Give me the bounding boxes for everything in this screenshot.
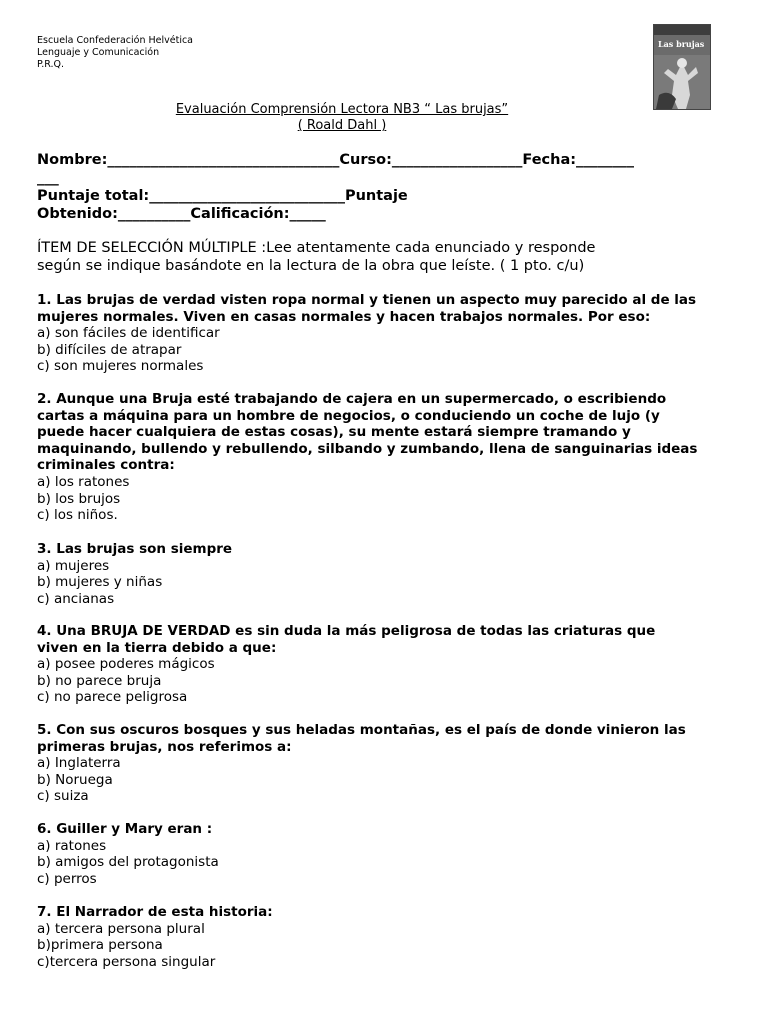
answer-option: a) mujeres: [37, 557, 110, 574]
total-score-line: Puntaje total:___________________________Puntaje: [37, 188, 408, 204]
subject-name: Lenguaje y Comunicación: [37, 47, 160, 58]
exam-author: ( Roald Dahl ): [297, 118, 387, 133]
instructions-line-1: ÍTEM DE SELECCIÓN MÚLTIPLE :Lee atentamente cada enunciado y responde: [37, 240, 596, 256]
question-stem-line: 1. Las brujas de verdad visten ropa normal y tienen un aspecto muy parecido al de las: [37, 292, 697, 308]
answer-option: c) perros: [37, 870, 97, 887]
answer-option: a) Inglaterra: [37, 755, 121, 772]
answer-option: a) tercera persona plural: [37, 920, 205, 937]
answer-option: c) no parece peligrosa: [37, 689, 188, 706]
book-cover-band: [654, 25, 710, 35]
answer-option: b) los brujos: [37, 490, 121, 507]
answer-option: b) difíciles de atrapar: [37, 341, 182, 358]
question-stem-line: primeras brujas, nos referimos a:: [37, 738, 292, 755]
exam-title: Evaluación Comprensión Lectora NB3 “ Las brujas”: [175, 102, 509, 117]
answer-option: b) mujeres y niñas: [37, 574, 163, 591]
obtained-grade-line: Obtenido:__________Calificación:_____: [37, 206, 326, 222]
question-5: [37, 722, 737, 805]
answer-option: c) los niños.: [37, 507, 118, 524]
answer-option: c)tercera persona singular: [37, 953, 216, 970]
question-stem-line: maquinando, bullendo y rebullendo, silbando y zumbando, llena de sanguinarias ideas: [37, 440, 698, 457]
school-name: Escuela Confederación Helvética: [37, 35, 193, 46]
answer-option: b) Noruega: [37, 771, 113, 788]
question-stem-line: 2. Aunque una Bruja esté trabajando de cajera en un supermercado, o escribiendo: [37, 391, 667, 407]
answer-option: a) los ratones: [37, 473, 130, 490]
question-stem-line: puede hacer cualquiera de estas cosas), su mente estará siempre tramando y: [37, 424, 631, 441]
answer-option: c) suiza: [37, 788, 89, 805]
question-stem-line: cartas a máquina para un hombre de negocios, o conduciendo un coche de lujo (y: [37, 407, 660, 424]
instructions: [37, 239, 737, 275]
question-7: [37, 904, 737, 970]
question-stem-line: mujeres normales. Viven en casas normales y hacen trabajos normales. Por eso:: [37, 308, 651, 325]
question-1: [37, 292, 737, 375]
answer-option: c) son mujeres normales: [37, 358, 204, 375]
answer-option: c) ancianas: [37, 590, 115, 607]
answer-option: b)primera persona: [37, 937, 163, 954]
answer-option: a) posee poderes mágicos: [37, 656, 215, 673]
question-6: [37, 821, 737, 887]
question-4: [37, 623, 737, 706]
answer-option: a) son fáciles de identificar: [37, 325, 220, 342]
answer-option: a) ratones: [37, 837, 107, 854]
question-stem-line: 5. Con sus oscuros bosques y sus heladas montañas, es el país de donde vinieron las: [37, 722, 686, 738]
question-stem-line: 4. Una BRUJA DE VERDAD es sin duda la más peligrosa de todas las criaturas que: [37, 623, 656, 639]
question-3: [37, 541, 737, 607]
question-stem-line: criminales contra:: [37, 457, 175, 474]
question-2: [37, 391, 737, 524]
question-stem-line: viven en la tierra debido a que:: [37, 639, 277, 656]
question-stem-line: 6. Guiller y Mary eran :: [37, 821, 213, 837]
book-cover-title: Las brujas: [658, 39, 705, 49]
witch-illustration: [654, 55, 710, 109]
instructions-line-2: según se indique basándote en la lectura de la obra que leíste. ( 1 pto. c/u): [37, 258, 585, 274]
question-stem-line: 3. Las brujas son siempre: [37, 541, 233, 557]
question-stem-line: 7. El Narrador de esta historia:: [37, 904, 273, 920]
name-course-date-line: Nombre:________________________________Curso:__________________Fecha:________: [37, 152, 635, 168]
school-header: [37, 35, 193, 71]
answer-option: b) amigos del protagonista: [37, 854, 219, 871]
teacher-initials: P.R.Q.: [37, 59, 65, 70]
date-continuation-line: ___: [37, 170, 59, 186]
book-cover-image: [653, 24, 711, 110]
answer-option: b) no parece bruja: [37, 672, 162, 689]
